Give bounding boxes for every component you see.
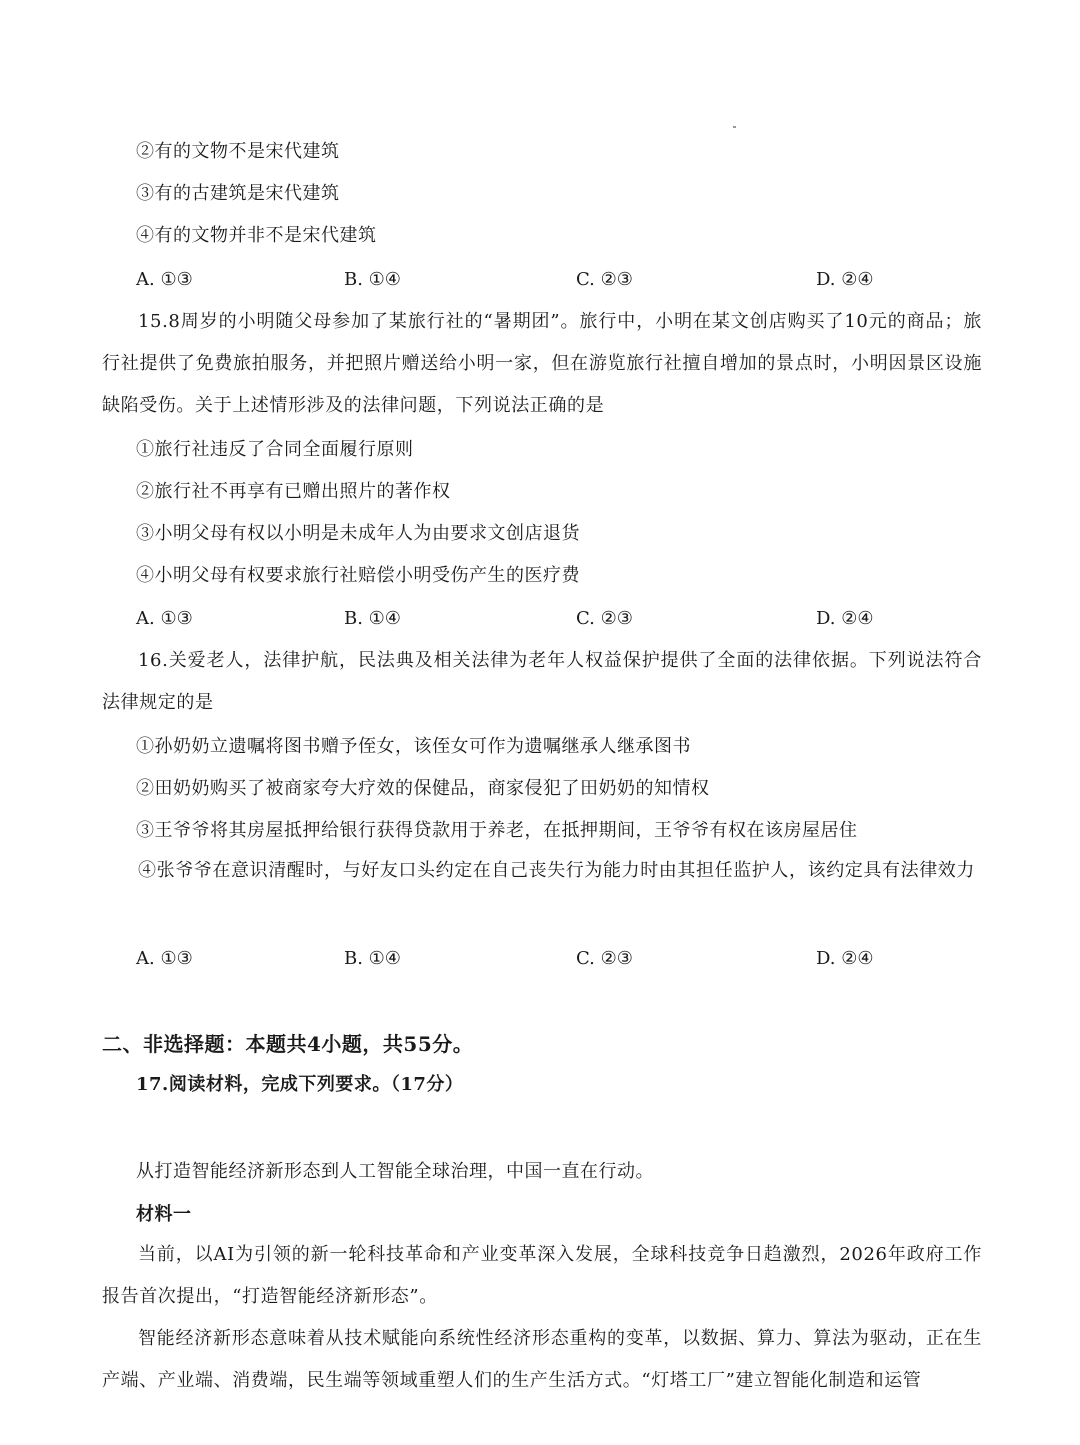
q15-option-a: A. ①③ bbox=[136, 608, 193, 629]
q16-item-3: ③王爷爷将其房屋抵押给银行获得贷款用于养老，在抵押期间，王爷爷有权在该房屋居住 bbox=[136, 820, 858, 841]
section-2-title: 二、非选择题：本题共4小题，共55分。 bbox=[102, 1032, 474, 1056]
q17-intro: 从打造智能经济新形态到人工智能全球治理，中国一直在行动。 bbox=[136, 1161, 654, 1182]
scan-speck bbox=[733, 126, 736, 128]
q16-item-1: ①孙奶奶立遗嘱将图书赠予侄女，该侄女可作为遗嘱继承人继承图书 bbox=[136, 736, 691, 757]
q15-item-1: ①旅行社违反了合同全面履行原则 bbox=[136, 439, 414, 460]
q15-option-c: C. ②③ bbox=[576, 608, 633, 629]
q16-option-a: A. ①③ bbox=[136, 948, 193, 969]
q15-item-4: ④小明父母有权要求旅行社赔偿小明受伤产生的医疗费 bbox=[136, 565, 580, 586]
material-paragraph-1: 当前，以AI为引领的新一轮科技革命和产业变革深入发展，全球科技竞争日趋激烈，2026年政府工作报告首次提出，“打造智能经济新形态”。 bbox=[102, 1244, 982, 1307]
q14-option-c: C. ②③ bbox=[576, 269, 633, 290]
q16-options bbox=[136, 947, 896, 971]
q15-item-2: ②旅行社不再享有已赠出照片的著作权 bbox=[136, 481, 451, 502]
q14-item-3: ③有的古建筑是宋代建筑 bbox=[136, 183, 340, 204]
q16-option-b: B. ①④ bbox=[344, 948, 401, 969]
q16-option-c: C. ②③ bbox=[576, 948, 633, 969]
material-label: 材料一 bbox=[136, 1204, 192, 1225]
material-paragraph-2: 智能经济新形态意味着从技术赋能向系统性经济形态重构的变革，以数据、算力、算法为驱动，正在生产端、产业端、消费端，民生端等领域重塑人们的生产生活方式。“灯塔工厂”建立智能化制造和运管 bbox=[102, 1328, 982, 1391]
q15-item-3: ③小明父母有权以小明是未成年人为由要求文创店退货 bbox=[136, 523, 580, 544]
q16-item-2: ②田奶奶购买了被商家夸大疗效的保健品，商家侵犯了田奶奶的知情权 bbox=[136, 778, 710, 799]
q14-item-2: ②有的文物不是宋代建筑 bbox=[136, 141, 340, 162]
q14-option-a: A. ①③ bbox=[136, 269, 193, 290]
q15-option-b: B. ①④ bbox=[344, 608, 401, 629]
q16-stem: 16.关爱老人，法律护航，民法典及相关法律为老年人权益保护提供了全面的法律依据。下列说法符合法律规定的是 bbox=[102, 650, 982, 713]
q14-option-b: B. ①④ bbox=[344, 269, 401, 290]
q15-stem: 15.8周岁的小明随父母参加了某旅行社的“暑期团”。旅行中，小明在某文创店购买了10元的商品；旅行社提供了免费旅拍服务，并把照片赠送给小明一家，但在游览旅行社擅自增加的景点时，小明因景区设施缺陷受伤。关于上述情形涉及的法律问题，下列说法正确的是 bbox=[102, 311, 982, 416]
q14-option-d: D. ②④ bbox=[816, 269, 874, 290]
q17-title: 17.阅读材料，完成下列要求。（17分） bbox=[136, 1074, 464, 1095]
q14-item-4: ④有的文物并非不是宋代建筑 bbox=[136, 225, 377, 246]
q15-option-d: D. ②④ bbox=[816, 608, 874, 629]
q16-option-d: D. ②④ bbox=[816, 948, 874, 969]
q16-item-4: ④张爷爷在意识清醒时，与好友口头约定在自己丧失行为能力时由其担任监护人，该约定具有法律效力 bbox=[138, 860, 975, 881]
q15-options bbox=[136, 607, 896, 631]
q14-options bbox=[136, 268, 896, 292]
